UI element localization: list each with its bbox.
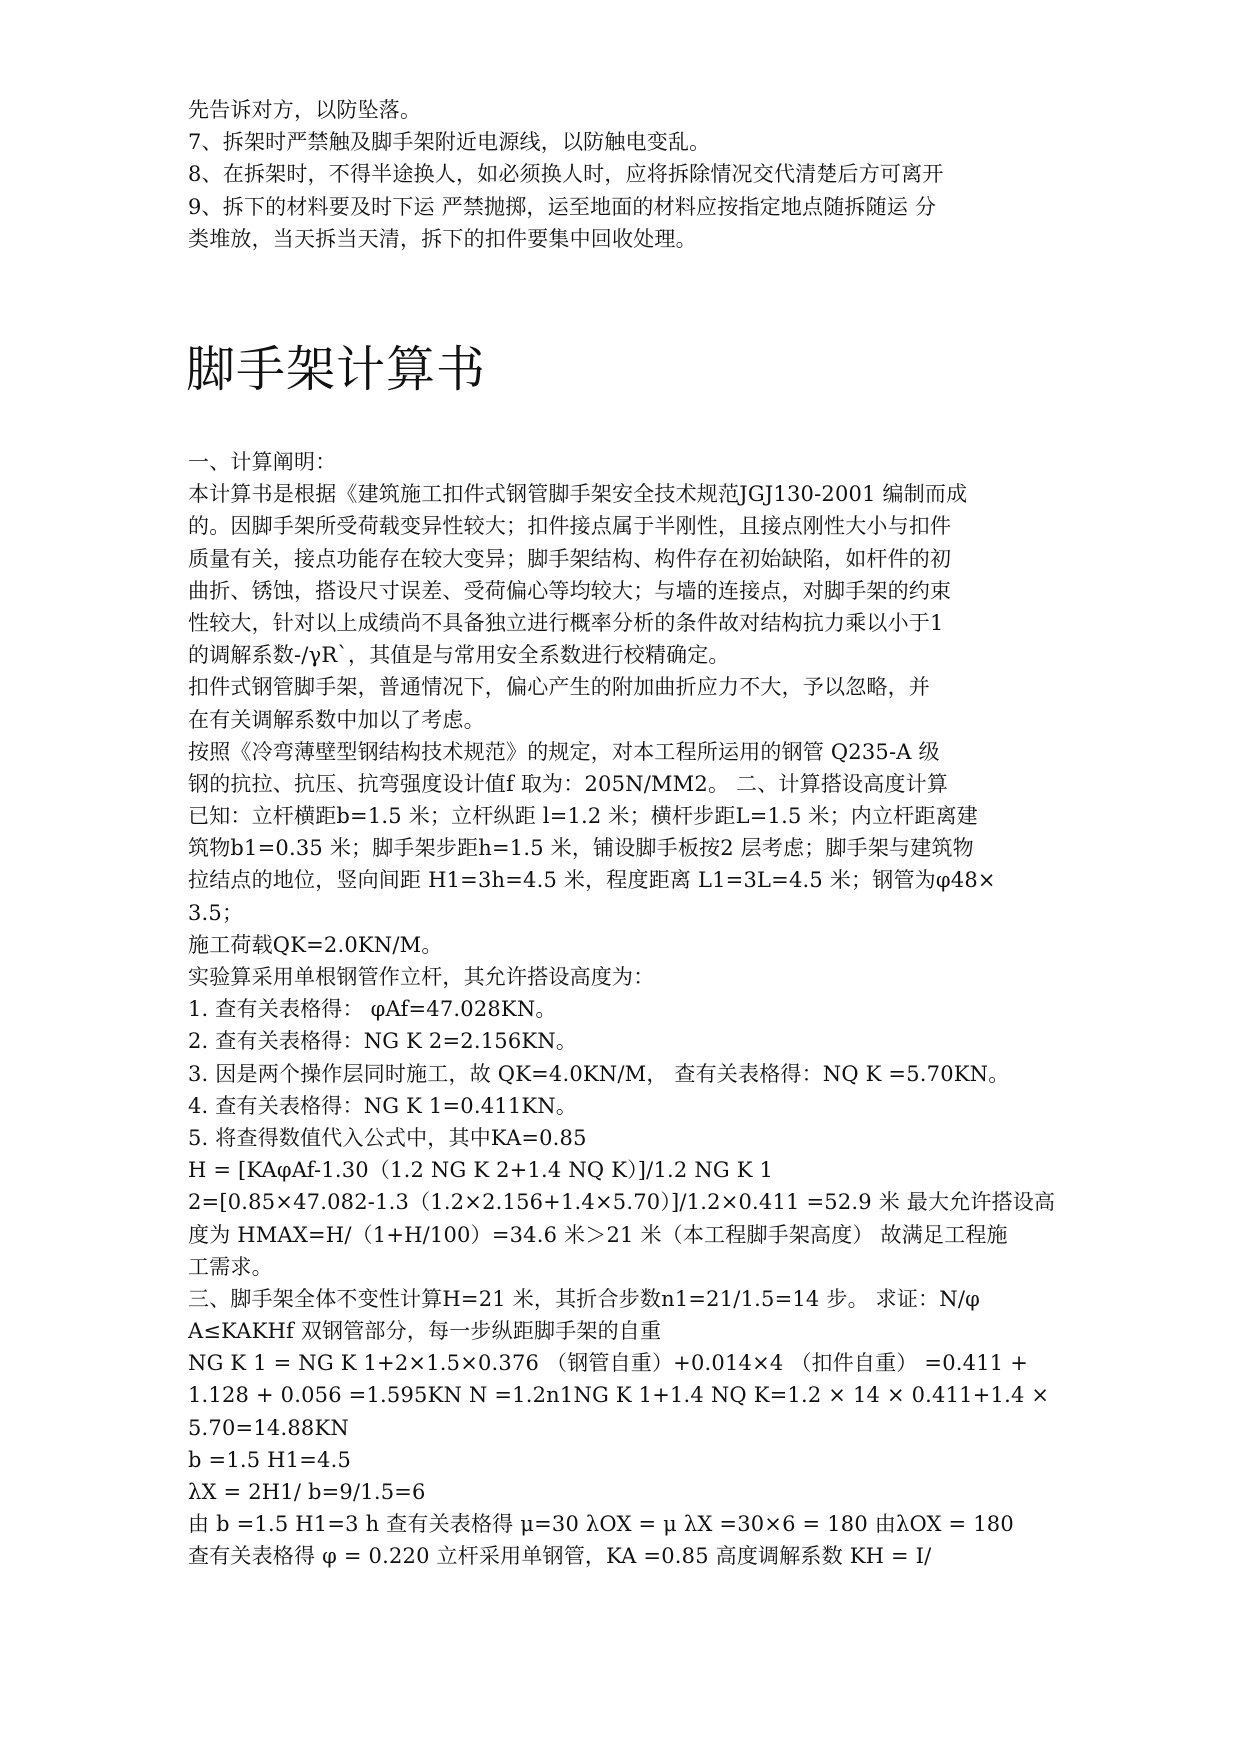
body-line: 的。因脚手架所受荷载变异性较大；扣件接点属于半刚性，且接点刚性大小与扣件 bbox=[188, 514, 952, 539]
body-line: H = [KAφAf-1.30（1.2 NG K 2+1.4 NQ K）]/1.2 NG K 1 bbox=[188, 1158, 774, 1183]
body-line: 3.5； bbox=[188, 900, 244, 925]
intro-line: 7、拆架时严禁触及脚手架附近电源线，以防触电变乱。 bbox=[188, 130, 711, 155]
body-line: λX = 2H1/ b=9/1.5=6 bbox=[188, 1480, 426, 1504]
body-line: 已知：立杆横距b=1.5 米；立杆纵距 l=1.2 米；横杆步距L=1.5 米；内立杆距离建 bbox=[188, 804, 978, 829]
body-line: 三、脚手架全体不变性计算H=21 米，其折合步数n1=21/1.5=14 步。 求证：N/φ bbox=[188, 1286, 981, 1311]
body-line: 2. 查有关表格得：NG K 2=2.156KN。 bbox=[188, 1029, 578, 1054]
body-line: 质量有关，接点功能存在较大变异；脚手架结构、构件存在初始缺陷，如杆件的初 bbox=[188, 546, 952, 571]
intro-line: 先告诉对方，以防坠落。 bbox=[188, 98, 422, 122]
body-line: 5. 将查得数值代入公式中，其中KA=0.85 bbox=[188, 1125, 587, 1150]
body-line: 拉结点的地位，竖向间距 H1=3h=4.5 米，程度距离 L1=3L=4.5 米；钢管为φ48× bbox=[188, 868, 996, 893]
body-line: 筑物b1=0.35 米；脚手架步距h=1.5 米，铺设脚手板按2 层考虑；脚手架与建筑物 bbox=[188, 836, 974, 861]
body-line: 曲折、锈蚀，搭设尺寸误差、受荷偏心等均较大；与墙的连接点，对脚手架的约束 bbox=[188, 578, 952, 603]
body-line: 度为 HMAX=H/（1+H/100）=34.6 米＞21 米（本工程脚手架高度） 故满足工程施 bbox=[188, 1222, 1008, 1247]
intro-line: 类堆放，当天拆当天清，拆下的扣件要集中回收处理。 bbox=[188, 226, 697, 251]
body-line: 由 b =1.5 H1=3 h 查有关表格得 μ=30 λOX = μ λX =30×6 = 180 由λOX = 180 bbox=[188, 1512, 1014, 1537]
body-line: 施工荷载QK=2.0KN/M。 bbox=[188, 932, 443, 957]
body-line: 按照《冷弯薄壁型钢结构技术规范》的规定，对本工程所运用的钢管 Q235-A 级 bbox=[188, 739, 940, 764]
body-line: 一、计算阐明： bbox=[188, 450, 337, 474]
body-line: 本计算书是根据《建筑施工扣件式钢管脚手架安全技术规范JGJ130-2001 编制而成 bbox=[188, 482, 968, 507]
body-line: 1. 查有关表格得： φAf=47.028KN。 bbox=[188, 997, 557, 1022]
body-line: 的调解系数-/γR`，其值是与常用安全系数进行校精确定。 bbox=[188, 643, 730, 668]
body-line: 性较大，针对以上成绩尚不具备独立进行概率分析的条件故对结构抗力乘以小于1 bbox=[188, 610, 944, 635]
body-line: 1.128 + 0.056 =1.595KN N =1.2n1NG K 1+1.4 NQ K=1.2 × 14 × 0.411+1.4 × bbox=[188, 1383, 1050, 1408]
body-line: 工需求。 bbox=[188, 1254, 273, 1279]
body-line: 实验算采用单根钢管作立杆，其允许搭设高度为： bbox=[188, 965, 655, 989]
intro-line: 9、拆下的材料要及时下运 严禁抛掷，运至地面的材料应按指定地点随拆随运 分 bbox=[188, 194, 937, 219]
body-line: 扣件式钢管脚手架，普通情况下，偏心产生的附加曲折应力不大，予以忽略，并 bbox=[188, 675, 930, 700]
body-line: A≤KAKHf 双钢管部分，每一步纵距脚手架的自重 bbox=[188, 1319, 662, 1344]
body-line: 3. 因是两个操作层同时施工，故 QK=4.0KN/M， 查有关表格得：NQ K =5.70KN。 bbox=[188, 1061, 1010, 1086]
body-line: 钢的抗拉、抗压、抗弯强度设计值f 取为：205N/MM2。 二、计算搭设高度计算 bbox=[188, 771, 949, 796]
body-line: 在有关调解系数中加以了考虑。 bbox=[188, 707, 485, 732]
body-line: b =1.5 H1=4.5 bbox=[188, 1447, 352, 1472]
body-line: 5.70=14.88KN bbox=[188, 1415, 349, 1440]
body-line: 4. 查有关表格得：NG K 1=0.411KN。 bbox=[188, 1093, 578, 1118]
document-title: 脚手架计算书 bbox=[186, 341, 487, 398]
intro-line: 8、在拆架时，不得半途换人，如必须换人时，应将拆除情况交代清楚后方可离开 bbox=[188, 162, 944, 187]
body-line: 2=[0.85×47.082-1.3（1.2×2.156+1.4×5.70）]/1.2×0.411 =52.9 米 最大允许搭设高 bbox=[188, 1190, 1056, 1215]
body-section bbox=[188, 446, 1068, 1573]
body-line: NG K 1 = NG K 1+2×1.5×0.376 （钢管自重）+0.014×4 （扣件自重） =0.411 + bbox=[188, 1351, 1028, 1376]
body-line: 查有关表格得 φ = 0.220 立杆采用单钢管，KA =0.85 高度调解系数 KH = I/ bbox=[188, 1544, 932, 1569]
intro-section bbox=[188, 94, 1068, 255]
